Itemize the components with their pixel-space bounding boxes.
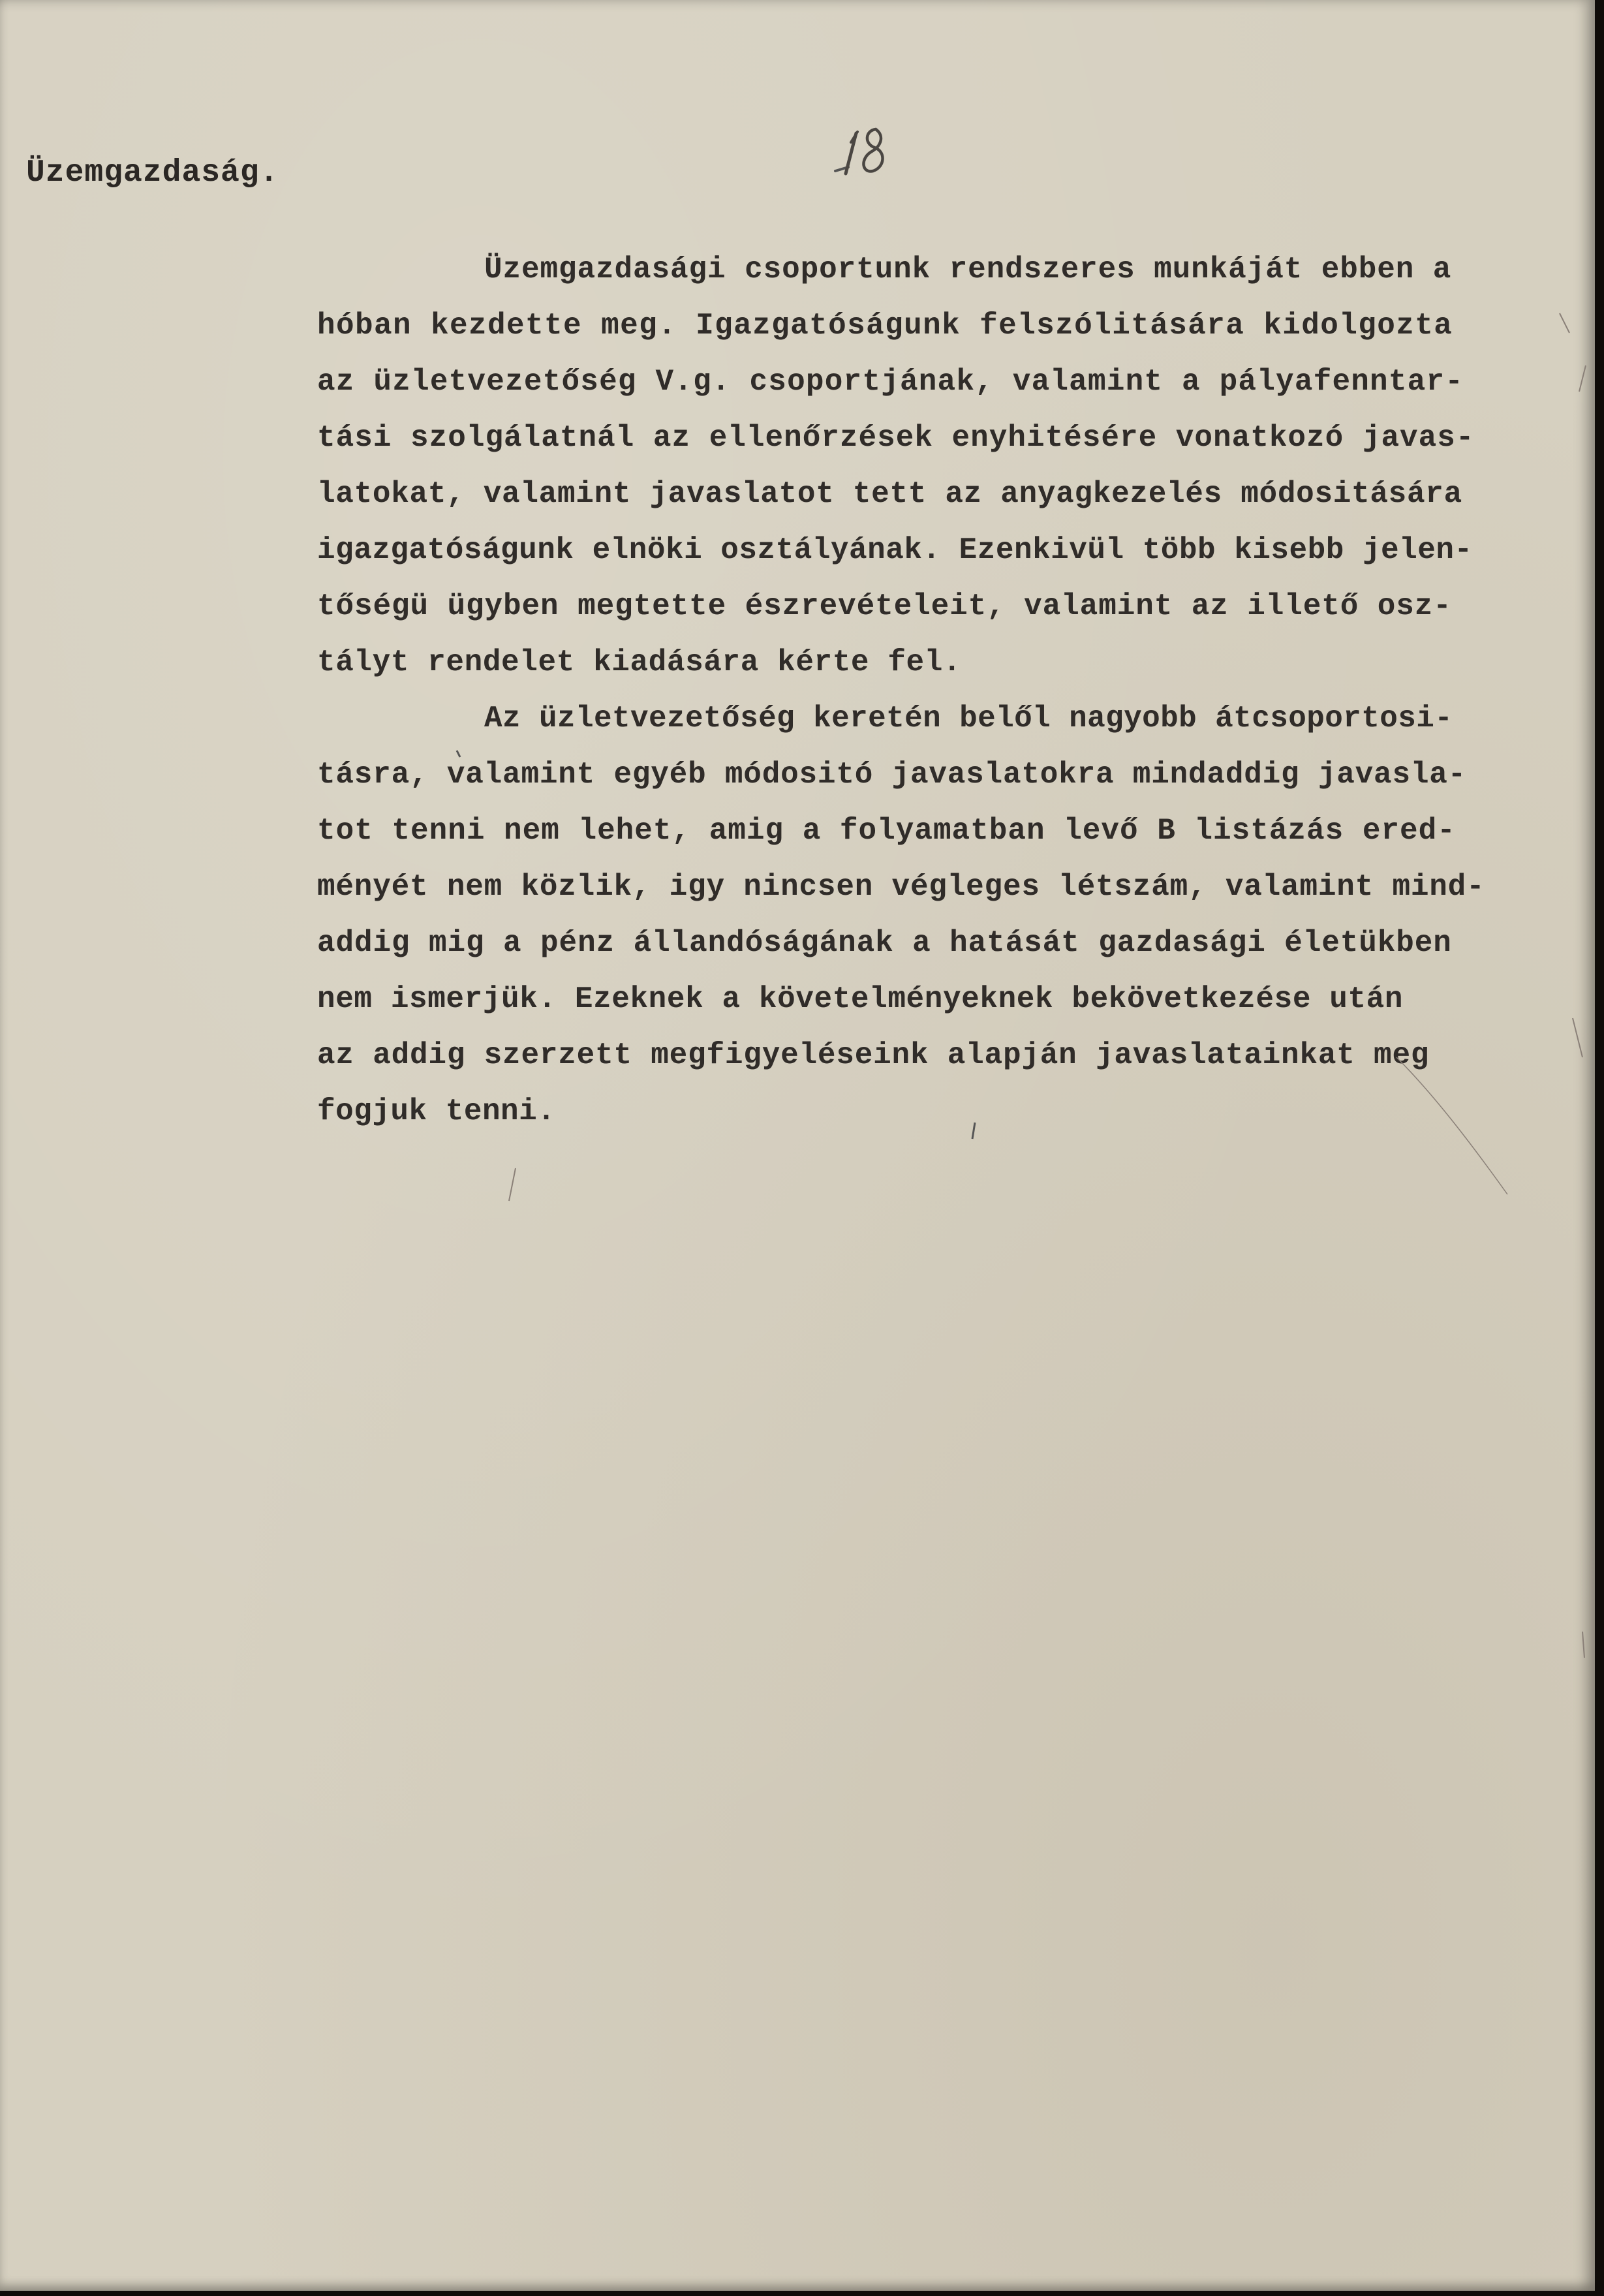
text-line: az addig szerzett megfigyeléseink alapján javaslatainkat meg [317,1038,1430,1072]
text-line: tási szolgálatnál az ellenőrzések enyhitésére vonatkozó javas- [317,421,1475,455]
text-line: hóban kezdette meg. Igazgatóságunk felszólitására kidolgozta [317,309,1453,343]
text-line: latokat, valamint javaslatot tett az anyagkezelés módositására [317,477,1462,511]
text-line: tásra, valamint egyéb módositó javaslatokra mindaddig javasla- [317,758,1467,792]
text-line: nem ismerjük. Ezeknek a követelményeknek bekövetkezése után [317,982,1404,1016]
handwritten-page-number [829,124,901,183]
text-line: tot tenni nem lehet, amig a folyamatban levő B listázás ered- [317,814,1456,848]
section-heading: Üzemgazdaság. [26,155,279,191]
text-line: ményét nem közlik, igy nincsen végleges létszám, valamint mind- [317,870,1485,904]
text-line: Üzemgazdasági csoportunk rendszeres munkáját ebben a [484,253,1452,287]
report-body [317,241,1596,1140]
text-line: igazgatóságunk elnöki osztályának. Ezenkivül több kisebb jelen- [317,533,1473,567]
scan-edge-bottom [0,2291,1604,2296]
text-line: Az üzletvezetőség keretén belől nagyobb átcsoportosi- [484,702,1453,736]
text-line: fogjuk tenni. [317,1094,556,1128]
scan-edge-right [1595,0,1604,2296]
page-number-drawing [829,124,901,183]
text-line: tőségü ügyben megtette észrevételeit, valamint az illető osz- [317,589,1452,623]
text-line: tályt rendelet kiadására kérte fel. [317,645,962,679]
text-line: addig mig a pénz állandóságának a hatását gazdasági életükben [317,926,1452,960]
text-line: az üzletvezetőség V.g. csoportjának, valamint a pályafenntar- [317,365,1464,399]
